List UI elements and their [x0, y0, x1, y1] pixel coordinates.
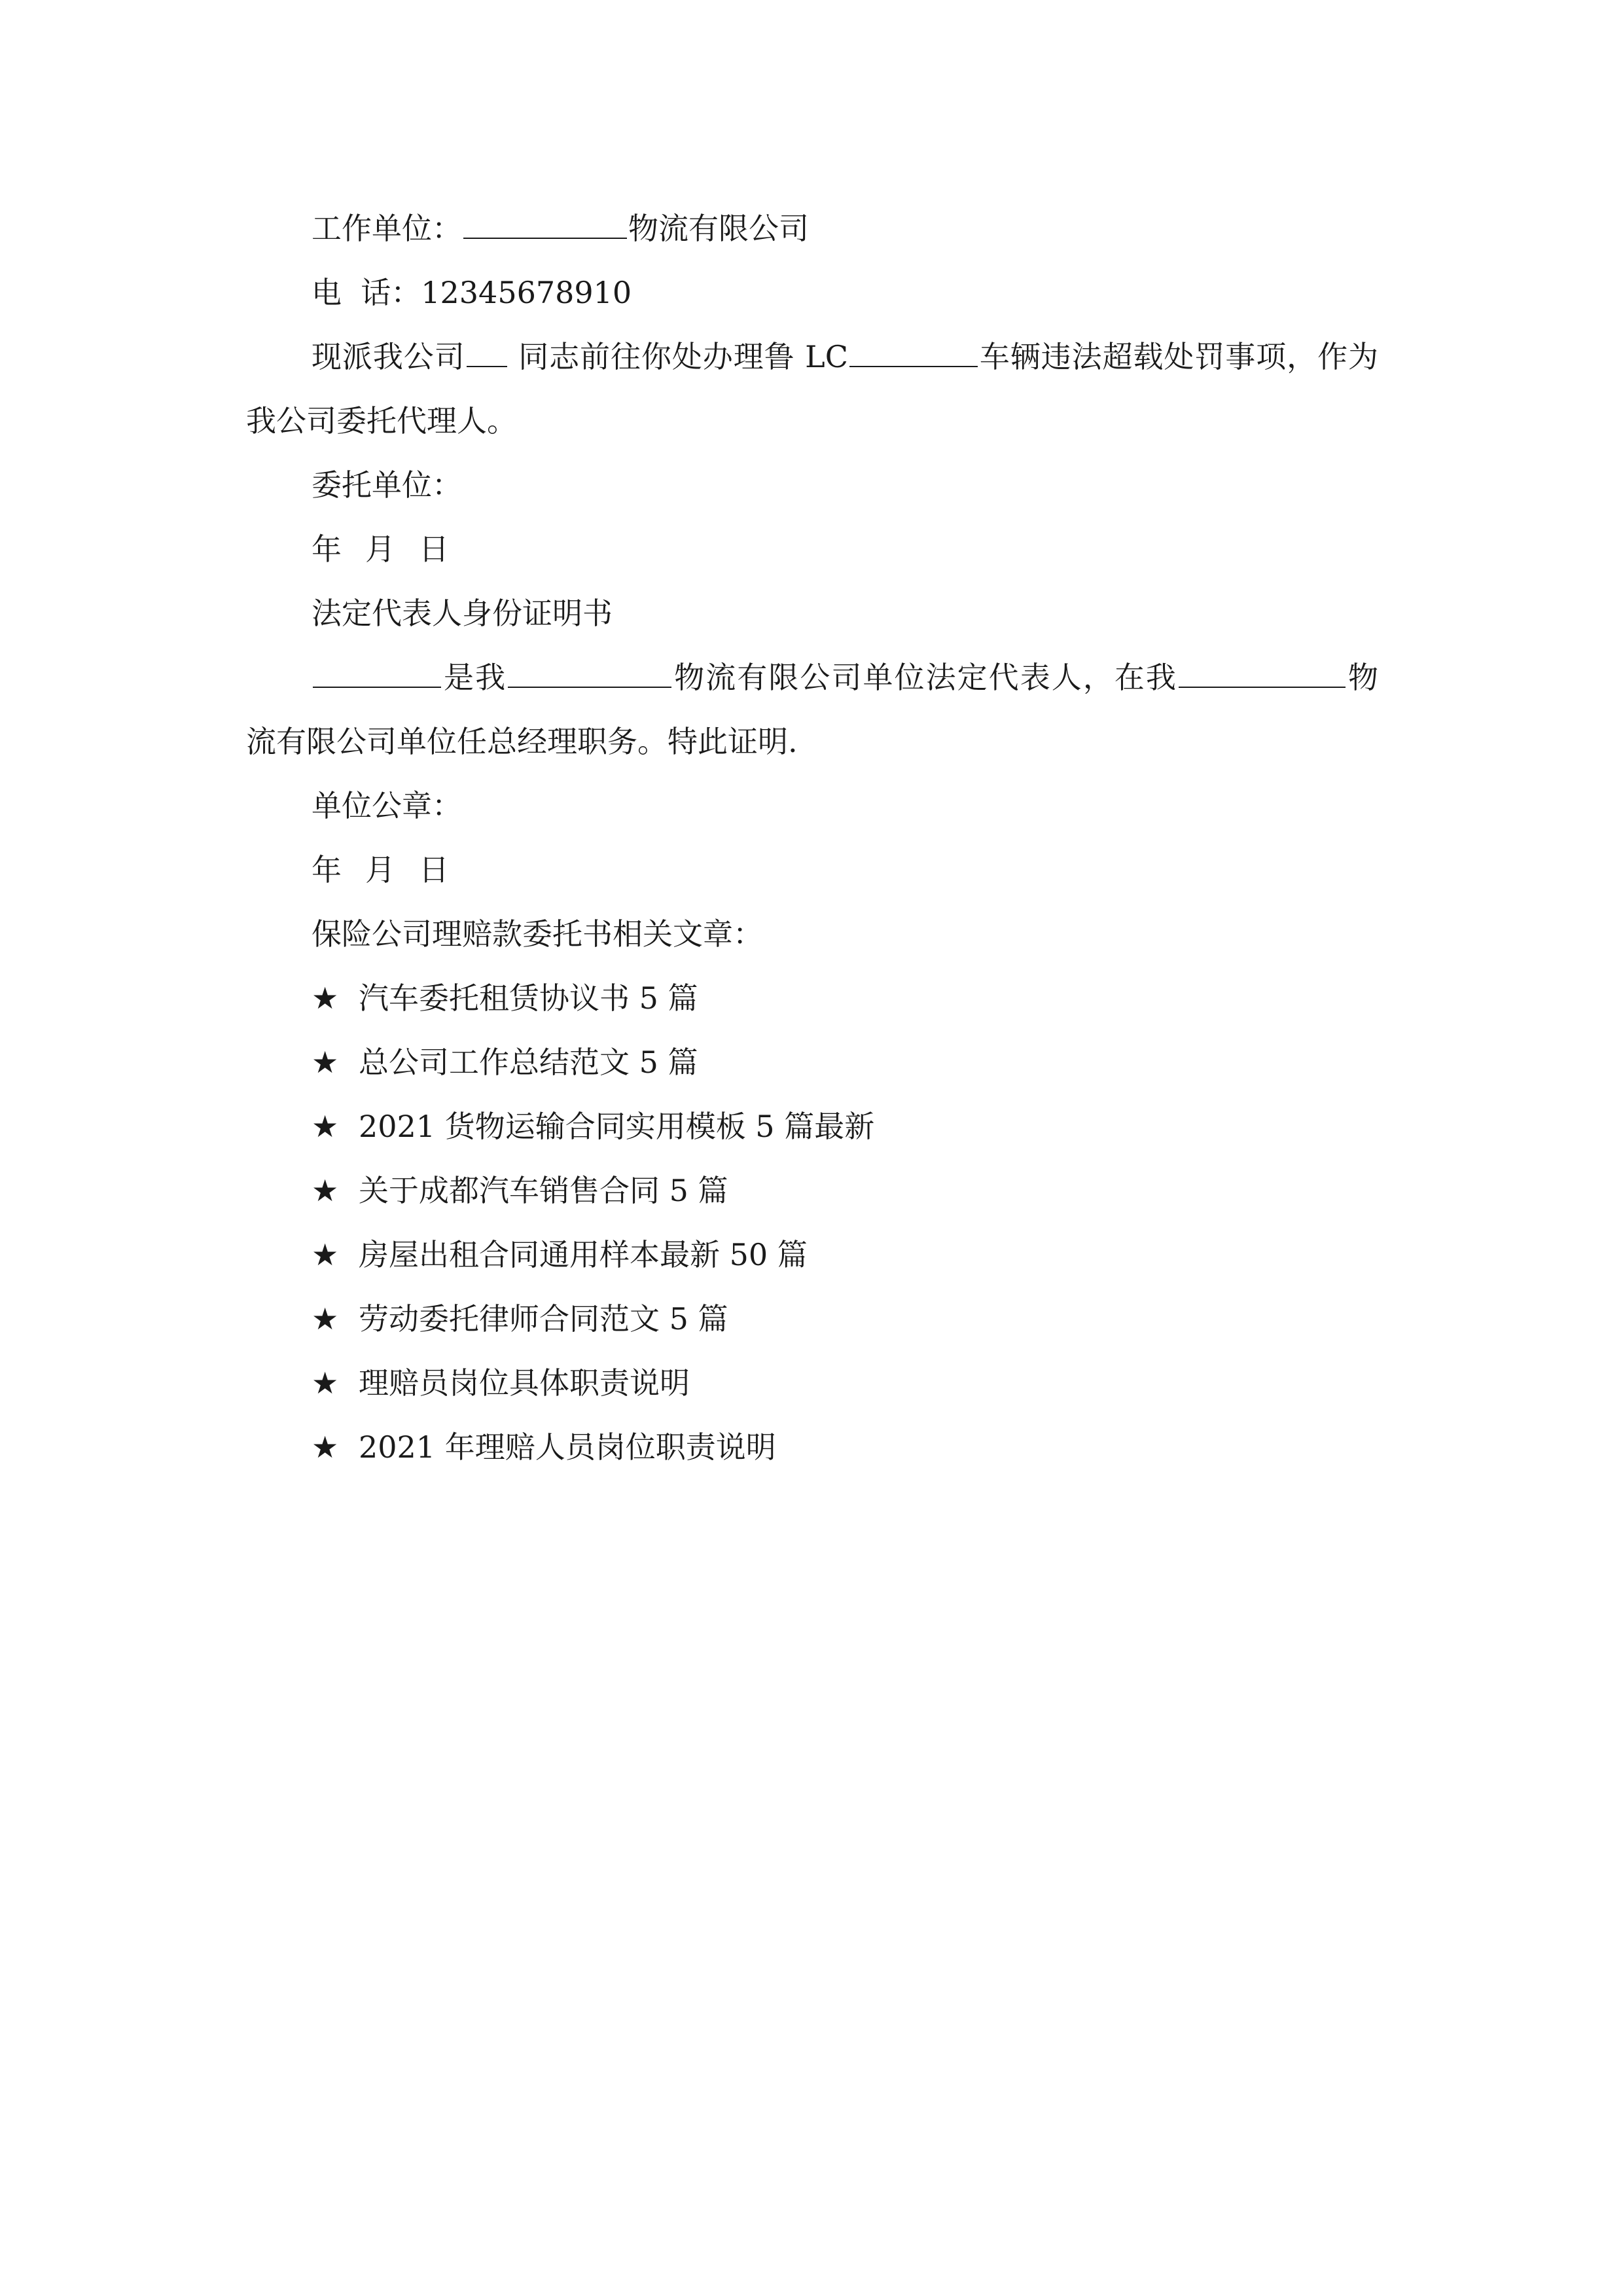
related-article-title: 2021 年理赔人员岗位职责说明 [359, 1429, 776, 1465]
star-icon: ★ [312, 1301, 339, 1336]
star-icon: ★ [312, 1237, 339, 1272]
date-line-1 [246, 517, 1378, 581]
related-article-link[interactable] [246, 1223, 1378, 1287]
work-unit-suffix: 物流有限公司 [628, 211, 809, 246]
delegation-paragraph [246, 325, 1378, 453]
related-article-title: 房屋出租合同通用样本最新 50 篇 [359, 1237, 808, 1272]
unit-seal-line [246, 774, 1378, 838]
related-article-title: 2021 货物运输合同实用模板 5 篇最新 [359, 1109, 875, 1144]
related-article-title: 关于成都汽车销售合同 5 篇 [359, 1173, 728, 1208]
entrusting-unit-label: 委托单位： [312, 467, 462, 503]
legal-rep-title-text: 法定代表人身份证明书 [312, 596, 613, 631]
work-unit-line [246, 196, 1378, 260]
rep-name-blank [313, 660, 441, 688]
related-article-link[interactable] [246, 966, 1378, 1030]
star-icon: ★ [312, 980, 339, 1016]
star-icon: ★ [312, 1109, 339, 1144]
delegation-part2: 同志前往你处办理鲁 LC [508, 339, 848, 374]
legal-rep-part3: 物流有限公司单位任总经理职务。特此证明. [246, 660, 1379, 759]
related-heading [246, 902, 1378, 966]
date-month: 月 [365, 852, 395, 888]
company-name-blank-1 [508, 660, 671, 688]
phone-line [246, 260, 1378, 325]
related-heading-text: 保险公司理赔款委托书相关文章： [312, 916, 763, 952]
phone-value: 12345678910 [421, 275, 632, 310]
related-article-link[interactable] [246, 1415, 1378, 1479]
document-body [246, 196, 1378, 1479]
star-icon: ★ [312, 1173, 339, 1208]
work-unit-label: 工作单位： [312, 211, 462, 246]
date-year: 年 [312, 852, 342, 888]
star-icon: ★ [312, 1045, 339, 1080]
related-article-link[interactable] [246, 1030, 1378, 1094]
related-article-link[interactable] [246, 1287, 1378, 1351]
related-article-title: 总公司工作总结范文 5 篇 [359, 1045, 698, 1080]
star-icon: ★ [312, 1429, 339, 1465]
legal-rep-part2: 物流有限公司单位法定代表人，在我 [673, 660, 1177, 695]
phone-label: 电 话： [312, 275, 421, 310]
delegate-name-blank [467, 340, 507, 367]
delegation-part1: 现派我公司 [312, 339, 465, 374]
delegation-part3: 车辆违法超载处罚事项，作为我公司委托代理人。 [246, 339, 1378, 439]
date-day: 日 [419, 852, 449, 888]
unit-seal-label: 单位公章： [312, 788, 462, 823]
legal-rep-part1: 是我 [442, 660, 507, 695]
date-month: 月 [365, 531, 395, 567]
related-article-title: 劳动委托律师合同范文 5 篇 [359, 1301, 728, 1336]
related-article-link[interactable] [246, 1351, 1378, 1415]
related-articles-list [246, 966, 1378, 1479]
related-article-link[interactable] [246, 1158, 1378, 1223]
date-year: 年 [312, 531, 342, 567]
plate-number-blank [849, 340, 978, 367]
related-article-title: 理赔员岗位具体职责说明 [359, 1365, 690, 1401]
company-name-blank-2 [1179, 660, 1346, 688]
related-article-title: 汽车委托租赁协议书 5 篇 [359, 980, 698, 1016]
date-line-2 [246, 838, 1378, 902]
work-unit-blank [463, 211, 627, 239]
entrusting-unit-line [246, 453, 1378, 517]
date-day: 日 [419, 531, 449, 567]
related-article-link[interactable] [246, 1094, 1378, 1158]
star-icon: ★ [312, 1365, 339, 1401]
legal-rep-statement [246, 645, 1378, 774]
legal-rep-title [246, 581, 1378, 645]
